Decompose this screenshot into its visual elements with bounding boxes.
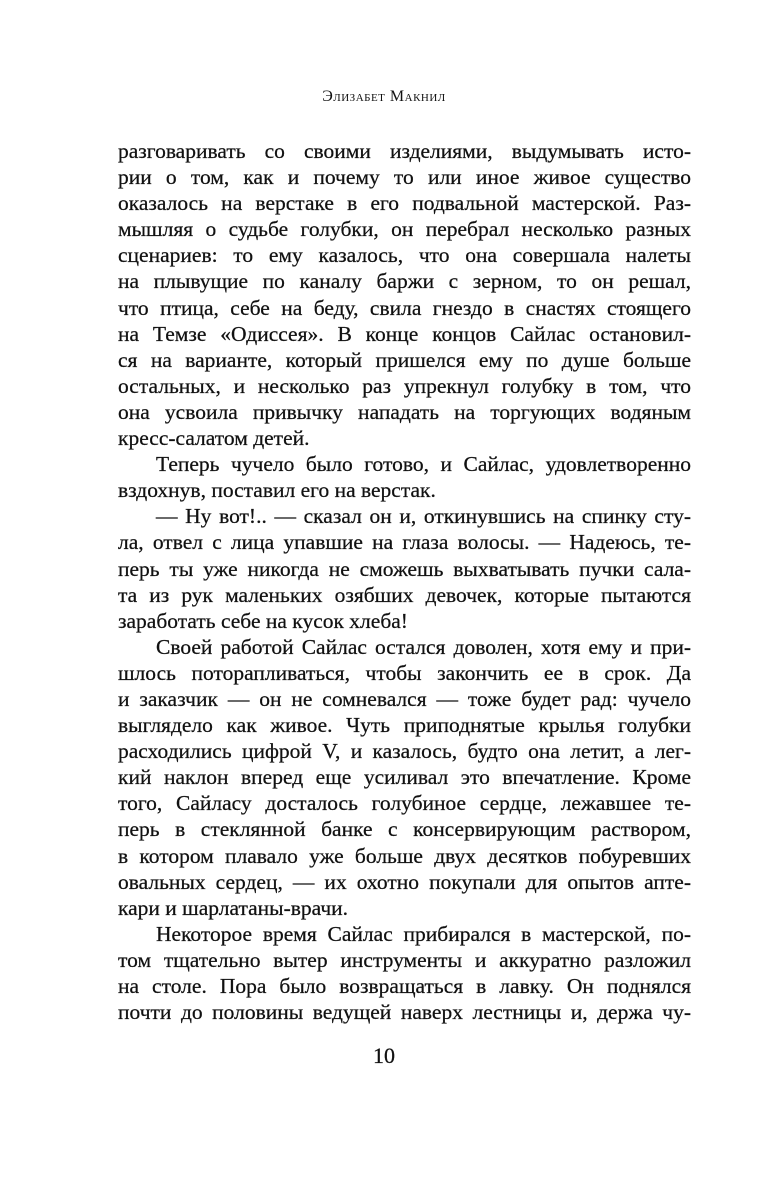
text-line: Теперь чучело было готово, и Сайлас, удовлетворенно [156, 452, 691, 477]
text-line: на Темзе «Одиссея». В конце концов Сайлас остановил- [118, 321, 691, 346]
text-line: разговаривать со своими изделиями, выдумывать исто- [118, 139, 691, 163]
text-line: перь в стеклянной банке с консервирующим раствором, [118, 817, 691, 842]
text-line: на плывущие по каналу баржи с зерном, то он решал, [118, 269, 691, 294]
running-header-author: Элизабет Макнил [322, 88, 446, 105]
text-line: ла, отвел с лица упавшие на глаза волосы. — Надеюсь, те- [118, 530, 691, 555]
page-body-text [118, 138, 691, 1025]
text-line: сценариев: то ему казалось, что она совершала налеты [118, 243, 691, 268]
text-line: ся на варианте, который пришелся ему по душе больше [118, 347, 691, 372]
text-line: рии о том, как и почему то или иное живое существо [118, 165, 691, 190]
text-line: Некоторое время Сайлас прибирался в мастерской, по- [156, 921, 691, 946]
text-line: что птица, себе на беду, свила гнездо в снастях стоящего [118, 295, 691, 320]
text-line: та из рук маленьких озябших девочек, которые пытаются [118, 582, 691, 607]
text-line: выглядело как живое. Чуть приподнятые крылья голубки [118, 713, 691, 738]
text-line: шлось поторапливаться, чтобы закончить ее в срок. Да [118, 660, 691, 685]
text-line: кресс-салатом детей. [118, 426, 310, 451]
text-line: мышляя о судьбе голубки, он перебрал несколько разных [118, 217, 691, 242]
text-line: овальных сердец, — их охотно покупали для опытов апте- [118, 869, 691, 894]
text-line: вздохнув, поставил его на верстак. [118, 478, 436, 503]
text-line: — Ну вот!.. — сказал он и, откинувшись на спинку сту- [156, 504, 691, 529]
text-line: остальных, и несколько раз упрекнул голубку в том, что [118, 373, 691, 398]
text-line: и заказчик — он не сомневался — тоже будет рад: чучело [118, 686, 691, 711]
text-line: того, Сайласу досталось голубиное сердце, лежавшее те- [118, 791, 691, 816]
text-line: Своей работой Сайлас остался доволен, хотя ему и при- [156, 634, 691, 659]
text-line: заработать себе на кусок хлеба! [118, 608, 408, 633]
text-line: том тщательно вытер инструменты и аккуратно разложил [118, 947, 691, 972]
text-line: в котором плавало уже больше двух десятков побуревших [118, 843, 691, 868]
text-line: почти до половины ведущей наверх лестницы и, держа чу- [118, 1000, 691, 1025]
text-line: на столе. Пора было возвращаться в лавку. Он поднялся [118, 974, 691, 998]
text-line: расходились цифрой V, и казалось, будто она летит, а лег- [118, 739, 691, 764]
text-line: кари и шарлатаны-врачи. [118, 895, 349, 920]
text-line: кий наклон вперед еще усиливал это впечатление. Кроме [118, 765, 691, 790]
page-number: 10 [373, 1043, 395, 1068]
text-line: она усвоила привычку нападать на торгующих водяным [118, 399, 691, 424]
text-line: оказалось на верстаке в его подвальной мастерской. Раз- [118, 191, 691, 216]
text-line: перь ты уже никогда не сможешь выхватывать пучки сала- [118, 556, 691, 581]
